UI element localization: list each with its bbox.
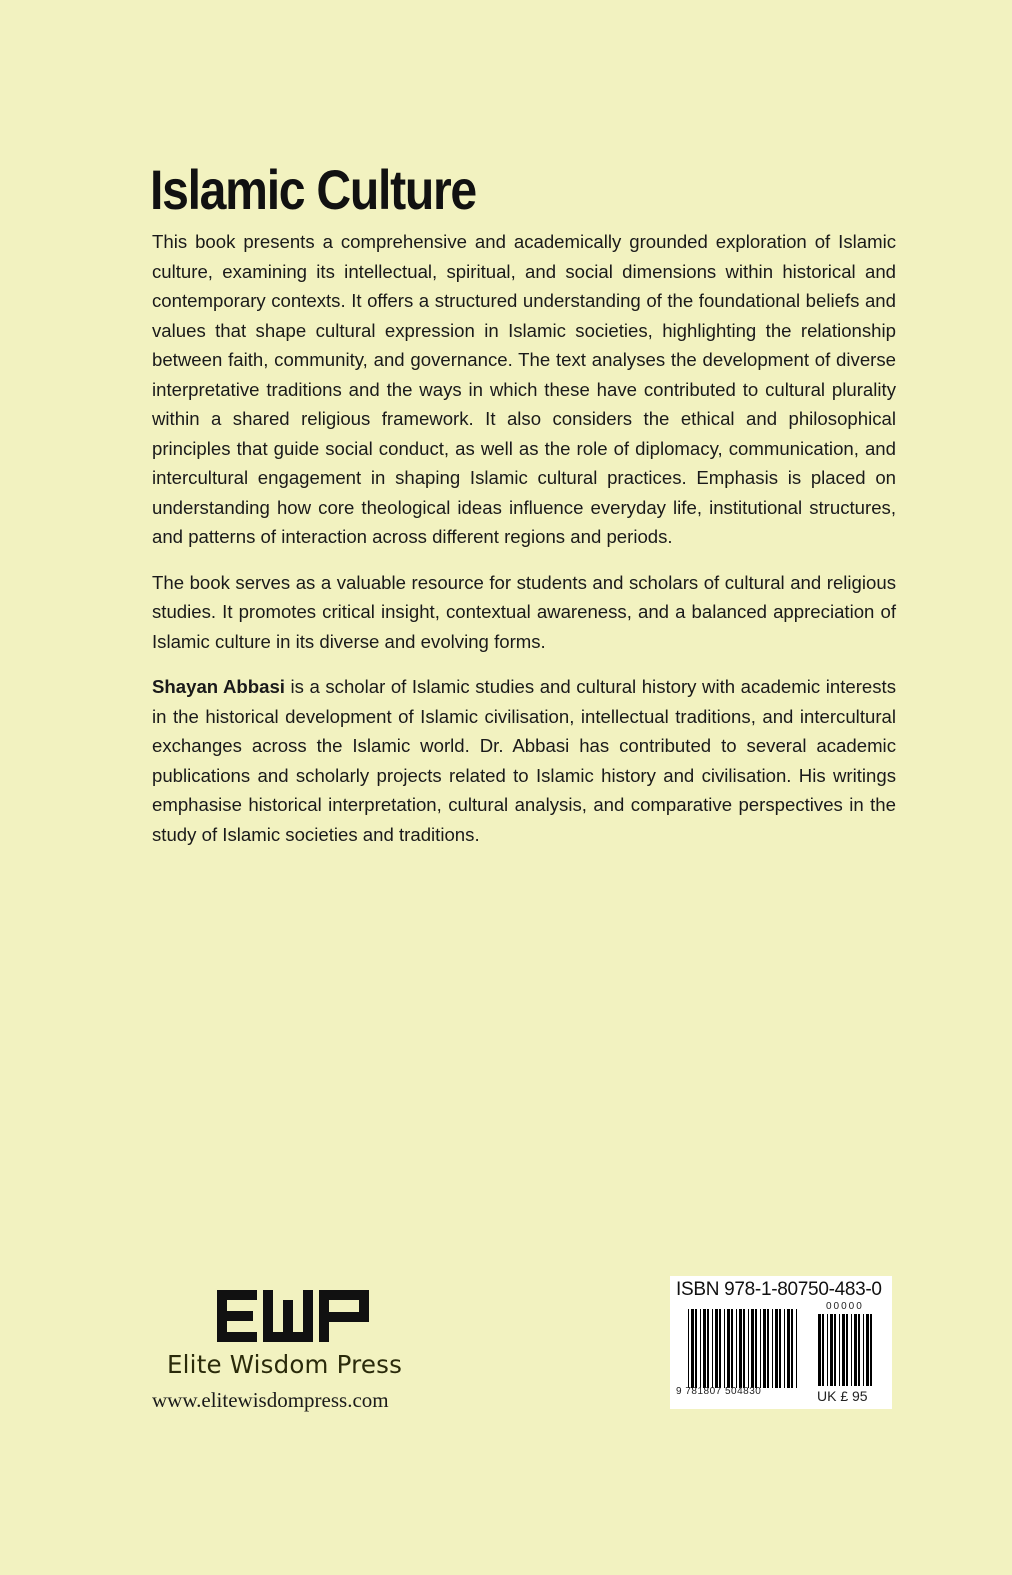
- publisher-logo-block: [150, 1290, 440, 1412]
- author-bio: [152, 672, 896, 849]
- ewp-logo-icon: [217, 1290, 369, 1342]
- author-bio-text: is a scholar of Islamic studies and cultural history with academic interests in the historical development of Islamic civilisation, intellectual traditions, and intercultural exchanges across the Islamic world. Dr. Abbasi has contributed to several academic publications and scholarly projects related to Islamic history and civilisation. His writings emphasise historical interpretation, cultural analysis, and comparative perspectives in the study of Islamic societies and traditions.: [152, 676, 896, 845]
- publisher-url[interactable]: www.elitewisdompress.com: [152, 1388, 389, 1412]
- description-paragraph-1: This book presents a comprehensive and academically grounded exploration of Islamic culture, examining its intellectual, spiritual, and social dimensions within historical and contemporary contexts. It offers a structured understanding of the foundational beliefs and values that shape cultural expression in Islamic societies, highlighting the relationship between faith, community, and governance. The text analyses the development of diverse interpretative traditions and the ways in which these have contributed to cultural plurality within a shared religious framework. It also considers the ethical and philosophical principles that guide social conduct, as well as the role of diplomacy, communication, and intercultural engagement in shaping Islamic cultural practices. Emphasis is placed on understanding how core theological ideas influence everyday life, institutional structures, and patterns of interaction across different regions and periods.: [152, 231, 896, 547]
- price-label: UK £ 95: [817, 1388, 868, 1404]
- barcode-add-on-digits: 00000: [826, 1301, 864, 1312]
- barcode-digits: 9 781807 504830: [676, 1386, 762, 1397]
- book-title: Islamic Culture: [150, 158, 476, 221]
- back-cover-text: [152, 227, 896, 865]
- isbn-text: ISBN 978-1-80750-483-0: [676, 1279, 882, 1300]
- author-name: Shayan Abbasi: [152, 676, 285, 697]
- publisher-name: Elite Wisdom Press: [167, 1350, 403, 1379]
- description-paragraph-2: The book serves as a valuable resource for students and scholars of cultural and religious studies. It promotes critical insight, contextual awareness, and a balanced appreciation of Islamic culture in its diverse and evolving forms.: [152, 571, 896, 652]
- isbn-barcode: [670, 1276, 892, 1409]
